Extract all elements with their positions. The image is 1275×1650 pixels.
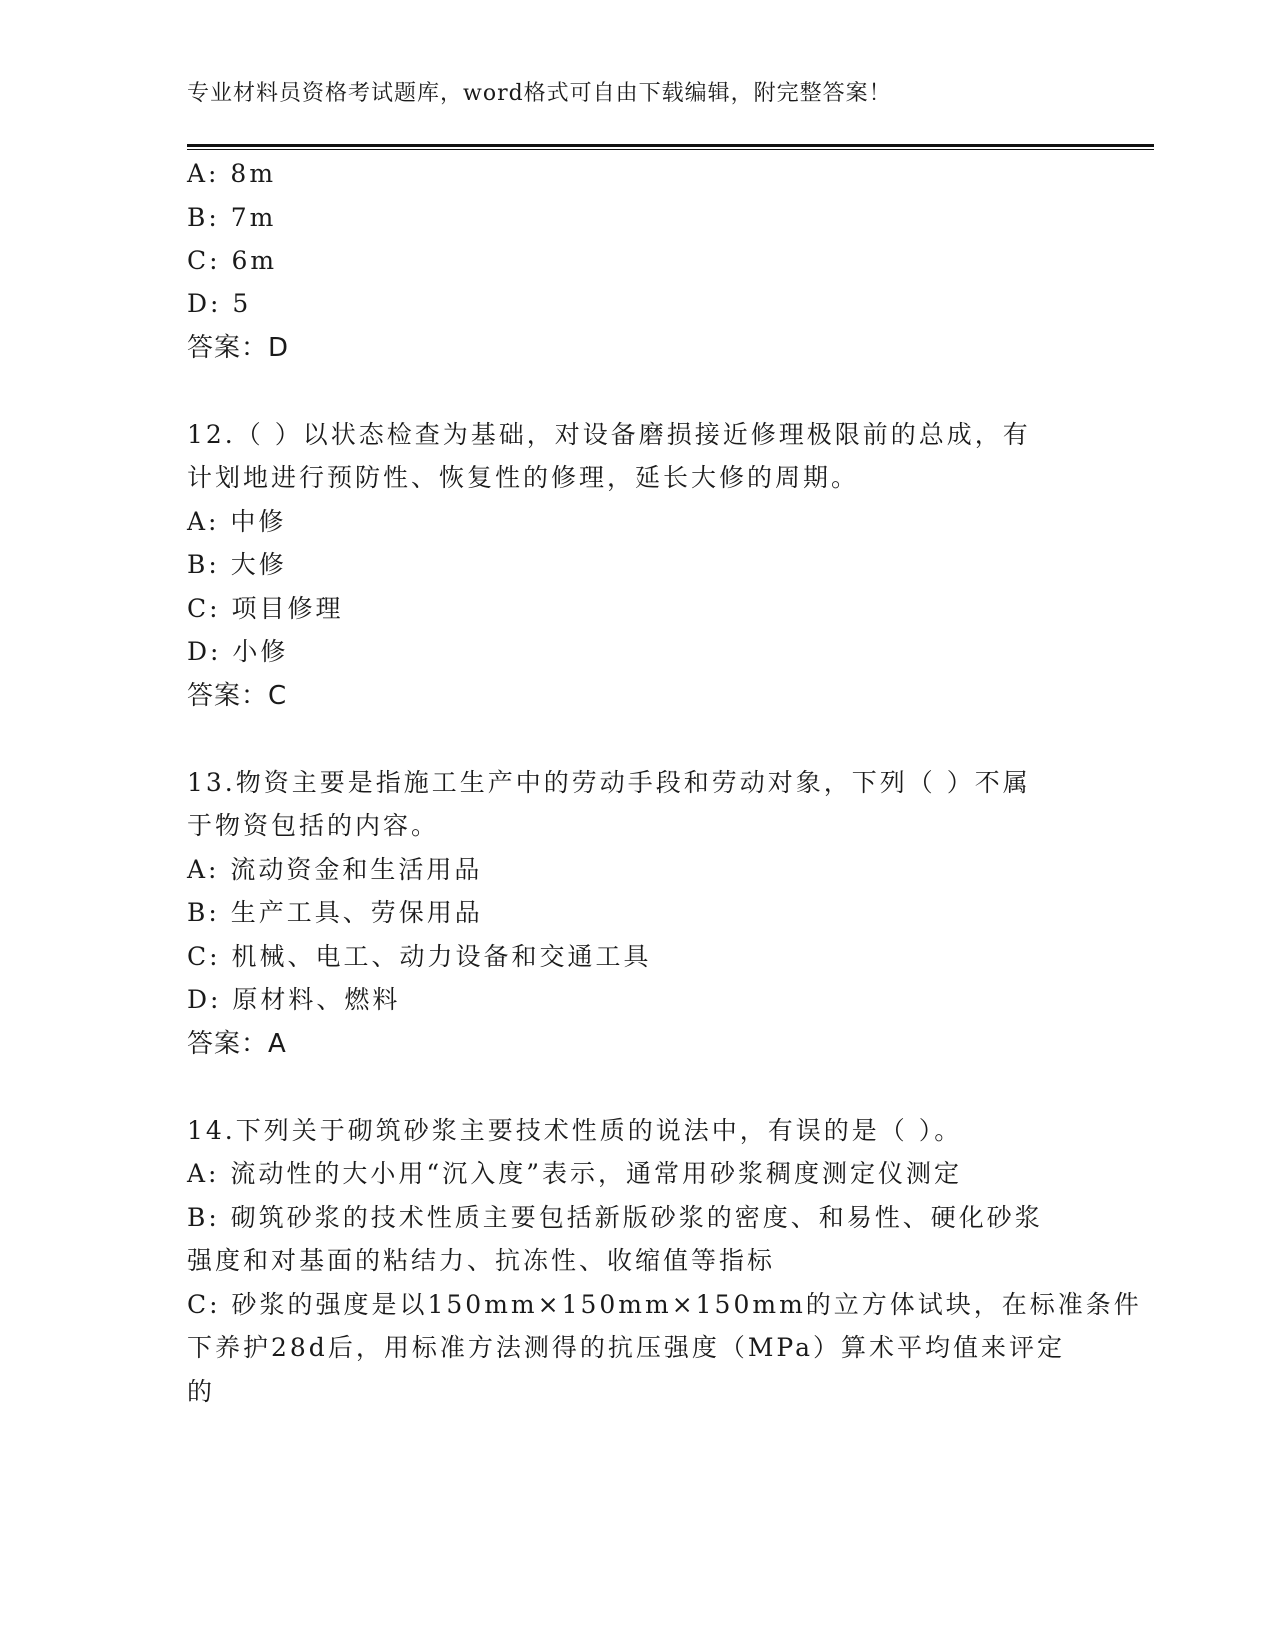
q11-answer: 答案：D <box>187 333 290 363</box>
q12-option-c: C: 项目修理 <box>187 594 344 623</box>
q14-option-b-line-1: B: 砌筑砂浆的技术性质主要包括新版砂浆的密度、和易性、硬化砂浆 <box>187 1203 1043 1232</box>
q12-stem-line-2: 计划地进行预防性、恢复性的修理，延长大修的周期。 <box>187 463 860 492</box>
q14-stem: 14.下列关于砌筑砂浆主要技术性质的说法中，有误的是（ ）。 <box>187 1116 963 1145</box>
page-header: 专业材料员资格考试题库，word格式可自由下载编辑，附完整答案！ <box>187 81 892 106</box>
q13-option-a: A: 流动资金和生活用品 <box>187 855 483 884</box>
q11-option-c: C: 6m <box>187 246 278 275</box>
q13-option-b: B: 生产工具、劳保用品 <box>187 898 483 927</box>
q14-option-c-line-3: 的 <box>187 1377 216 1406</box>
q12-stem-line-1: 12.（ ）以状态检查为基础，对设备磨损接近修理极限前的总成，有 <box>187 420 1031 449</box>
q14-option-c-line-2: 下养护28d后，用标准方法测得的抗压强度（MPa）算术平均值来评定 <box>187 1333 1066 1362</box>
q12-option-d: D: 小修 <box>187 637 289 666</box>
q13-option-d: D: 原材料、燃料 <box>187 985 401 1014</box>
q11-option-d: D: 5 <box>187 289 252 318</box>
q11-option-b: B: 7m <box>187 203 277 232</box>
q13-option-c: C: 机械、电工、动力设备和交通工具 <box>187 942 652 971</box>
q13-answer: 答案：A <box>187 1029 287 1059</box>
header-divider-thin <box>187 149 1154 150</box>
q13-stem-line-2: 于物资包括的内容。 <box>187 811 440 840</box>
q14-option-a: A: 流动性的大小用“沉入度”表示，通常用砂浆稠度测定仪测定 <box>187 1159 962 1188</box>
q14-option-c-line-1: C: 砂浆的强度是以150mm×150mm×150mm的立方体试块，在标准条件 <box>187 1290 1142 1319</box>
q11-option-a: A: 8m <box>187 159 277 188</box>
q12-option-a: A: 中修 <box>187 507 287 536</box>
q12-option-b: B: 大修 <box>187 550 287 579</box>
header-divider <box>187 144 1154 147</box>
q14-option-b-line-2: 强度和对基面的粘结力、抗冻性、收缩值等指标 <box>187 1246 776 1275</box>
q13-stem-line-1: 13.物资主要是指施工生产中的劳动手段和劳动对象，下列（ ）不属 <box>187 768 1031 797</box>
q12-answer: 答案：C <box>187 681 288 711</box>
